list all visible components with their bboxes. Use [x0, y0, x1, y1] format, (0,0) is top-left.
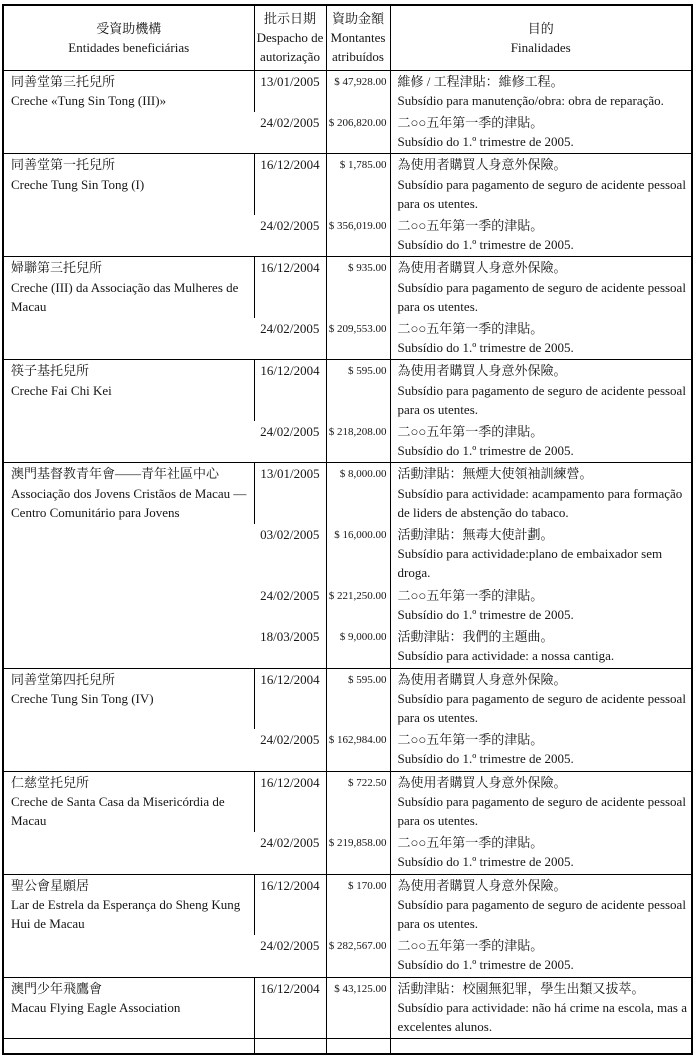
amount-value: $ 218,208.00 — [328, 426, 387, 439]
authorization-date: 24/02/2005 — [260, 587, 320, 603]
purpose-pt: Subsídio para pagamento de seguro de acidente pessoal para os utentes. — [397, 176, 686, 211]
amount-value: $ 595.00 — [348, 365, 387, 378]
purpose-zh: 活動津貼：無煙大使領袖訓練營。 — [397, 466, 593, 482]
amount-cell — [326, 318, 390, 360]
purpose-pt: Subsídio para actividade: a nossa cantiga. — [397, 648, 615, 664]
amount-value: $ 1,785.00 — [339, 159, 387, 172]
authorization-date: 24/02/2005 — [260, 835, 320, 851]
authorization-date-cell — [254, 935, 326, 977]
amount-cell — [326, 771, 390, 832]
amount-value: $ 356,019.00 — [328, 220, 387, 233]
purpose-cell — [390, 154, 692, 215]
amount-value: $ 221,250.00 — [328, 589, 387, 602]
purpose-pt: Subsídio para pagamento de seguro de acidente pessoal para os utentes. — [397, 690, 686, 725]
entity-name-pt: Lar de Estrela da Esperança do Sheng Kung Hui de Macau — [11, 896, 241, 931]
authorization-date-cell — [254, 463, 326, 524]
authorization-date-cell — [254, 729, 326, 771]
table-row — [3, 154, 692, 215]
entity-cell — [3, 463, 254, 668]
purpose-zh: 為使用者購買人身意外保險。 — [397, 157, 567, 173]
header-purpose-pt: Finalidades — [510, 39, 571, 55]
purpose-zh: 為使用者購買人身意外保險。 — [397, 363, 567, 379]
authorization-date: 24/02/2005 — [260, 321, 320, 337]
table-row — [3, 771, 692, 832]
amount-cell — [326, 626, 390, 668]
entity-cell — [3, 70, 254, 154]
entity-name-pt: Creche «Tung Sin Tong (III)» — [11, 92, 167, 108]
amount-value: $ 595.00 — [348, 673, 387, 686]
authorization-date: 13/01/2005 — [260, 73, 320, 89]
authorization-date: 18/03/2005 — [260, 629, 320, 645]
amount-cell — [326, 935, 390, 977]
purpose-pt: Subsídio do 1.º trimestre de 2005. — [397, 237, 574, 253]
amount-cell — [326, 832, 390, 874]
table-row — [3, 668, 692, 729]
purpose-zh: 二○○五年第一季的津貼。 — [397, 115, 544, 131]
header-date — [254, 5, 326, 70]
purpose-zh: 活動津貼：無毒大使計劃。 — [397, 527, 554, 543]
amount-value: $ 206,820.00 — [328, 117, 387, 130]
purpose-cell — [390, 771, 692, 832]
authorization-date-cell — [254, 626, 326, 668]
purpose-pt: Subsídio para manutenção/obra: obra de reparação. — [397, 92, 664, 108]
amount-value: $ 16,000.00 — [334, 529, 387, 542]
beneficiary-subsidy-table — [2, 4, 693, 1055]
authorization-date: 16/12/2004 — [260, 671, 320, 687]
amount-value: $ 47,928.00 — [334, 75, 387, 88]
authorization-date: 24/02/2005 — [260, 115, 320, 131]
purpose-cell — [390, 977, 692, 1039]
authorization-date: 24/02/2005 — [260, 218, 320, 234]
entity-name-pt: Creche (III) da Associação das Mulheres de Macau — [11, 279, 239, 314]
purpose-cell — [390, 70, 692, 112]
table-row-cutoff — [3, 1039, 692, 1055]
entity-name-zh: 澳門少年飛鷹會 — [11, 980, 103, 996]
purpose-cell — [390, 668, 692, 729]
purpose-zh: 活動津貼：我們的主題曲。 — [397, 629, 554, 645]
table-row — [3, 874, 692, 935]
amount-cell — [326, 585, 390, 626]
purpose-pt: Subsídio do 1.º trimestre de 2005. — [397, 751, 574, 767]
entity-cell — [3, 154, 254, 257]
purpose-zh: 二○○五年第一季的津貼。 — [397, 835, 544, 851]
entity-name-pt: Macau Flying Eagle Association — [11, 999, 181, 1015]
purpose-zh: 活動津貼：校園無犯罪，學生出類又拔萃。 — [397, 980, 645, 996]
amount-cell — [326, 215, 390, 257]
amount-cell — [326, 154, 390, 215]
purpose-pt: Subsídio para pagamento de seguro de acidente pessoal para os utentes. — [397, 896, 686, 931]
entity-name-zh: 筷子基托兒所 — [11, 363, 90, 379]
authorization-date-cell — [254, 215, 326, 257]
purpose-cell — [390, 463, 692, 524]
amount-value: $ 170.00 — [348, 879, 387, 892]
purpose-pt: Subsídio do 1.º trimestre de 2005. — [397, 443, 574, 459]
authorization-date-cell — [254, 154, 326, 215]
purpose-pt: Subsídio do 1.º trimestre de 2005. — [397, 854, 574, 870]
authorization-date: 24/02/2005 — [260, 424, 320, 440]
amount-cell — [326, 421, 390, 463]
blank-cell — [390, 1039, 692, 1055]
amount-cell — [326, 360, 390, 421]
entity-cell — [3, 874, 254, 977]
purpose-pt: Subsídio para actividade:plano de embaixador sem droga. — [397, 546, 663, 581]
entity-cell — [3, 257, 254, 360]
entity-name-pt: Creche Fai Chi Kei — [11, 382, 112, 398]
purpose-cell — [390, 832, 692, 874]
entity-cell — [3, 771, 254, 874]
authorization-date: 16/12/2004 — [260, 774, 320, 790]
amount-cell — [326, 463, 390, 524]
purpose-zh: 二○○五年第一季的津貼。 — [397, 587, 544, 603]
amount-value: $ 43,125.00 — [334, 982, 387, 995]
authorization-date-cell — [254, 874, 326, 935]
amount-cell — [326, 729, 390, 771]
entity-name-pt: Creche de Santa Casa da Misericórdia de Macau — [11, 793, 225, 828]
entity-name-zh: 聖公會星願居 — [11, 877, 90, 893]
entity-cell — [3, 977, 254, 1039]
purpose-cell — [390, 421, 692, 463]
entity-name-pt: Associação dos Jovens Cristãos de Macau — Centro Comunitário para Jovens — [11, 485, 247, 520]
entity-name-zh: 同善堂第一托兒所 — [11, 157, 116, 173]
authorization-date: 13/01/2005 — [260, 466, 320, 482]
purpose-cell — [390, 524, 692, 585]
entity-name-zh: 仁慈堂托兒所 — [11, 774, 90, 790]
purpose-cell — [390, 360, 692, 421]
purpose-pt: Subsídio do 1.º trimestre de 2005. — [397, 134, 574, 150]
purpose-pt: Subsídio para actividade: não há crime na escola, mas a excelentes alunos. — [397, 999, 688, 1034]
purpose-pt: Subsídio para pagamento de seguro de acidente pessoal para os utentes. — [397, 382, 686, 417]
purpose-zh: 維修 / 工程津貼：維修工程。 — [397, 73, 564, 89]
amount-value: $ 162,984.00 — [328, 734, 387, 747]
purpose-cell — [390, 257, 692, 318]
entity-cell — [3, 360, 254, 463]
table-row — [3, 70, 692, 112]
table-row — [3, 257, 692, 318]
authorization-date: 24/02/2005 — [260, 938, 320, 954]
purpose-pt: Subsídio do 1.º trimestre de 2005. — [397, 957, 574, 973]
amount-value: $ 209,553.00 — [328, 323, 387, 336]
authorization-date-cell — [254, 257, 326, 318]
authorization-date-cell — [254, 318, 326, 360]
purpose-pt: Subsídio para pagamento de seguro de acidente pessoal para os utentes. — [397, 793, 686, 828]
authorization-date-cell — [254, 70, 326, 112]
amount-cell — [326, 112, 390, 154]
authorization-date-cell — [254, 524, 326, 585]
purpose-cell — [390, 585, 692, 626]
purpose-zh: 二○○五年第一季的津貼。 — [397, 938, 544, 954]
entity-name-pt: Creche Tung Sin Tong (I) — [11, 176, 145, 192]
header-amount-pt: Montantes atribuídos — [330, 30, 386, 65]
purpose-zh: 二○○五年第一季的津貼。 — [397, 321, 544, 337]
entity-name-zh: 同善堂第四托兒所 — [11, 671, 116, 687]
authorization-date-cell — [254, 360, 326, 421]
purpose-cell — [390, 112, 692, 154]
authorization-date: 16/12/2004 — [260, 260, 320, 276]
purpose-cell — [390, 626, 692, 668]
purpose-zh: 二○○五年第一季的津貼。 — [397, 424, 544, 440]
purpose-zh: 為使用者購買人身意外保險。 — [397, 260, 567, 276]
amount-value: $ 282,567.00 — [328, 940, 387, 953]
purpose-zh: 為使用者購買人身意外保險。 — [397, 774, 567, 790]
header-entity — [3, 5, 254, 70]
amount-cell — [326, 668, 390, 729]
entity-name-zh: 婦聯第三托兒所 — [11, 260, 103, 276]
purpose-cell — [390, 215, 692, 257]
entity-name-pt: Creche Tung Sin Tong (IV) — [11, 690, 154, 706]
amount-cell — [326, 977, 390, 1039]
amount-cell — [326, 874, 390, 935]
purpose-cell — [390, 935, 692, 977]
header-date-zh: 批示日期 — [263, 11, 316, 26]
header-amount-zh: 資助金額 — [331, 11, 384, 26]
amount-value: $ 935.00 — [348, 262, 387, 275]
table-row — [3, 977, 692, 1039]
purpose-cell — [390, 318, 692, 360]
authorization-date: 16/12/2004 — [260, 877, 320, 893]
purpose-pt: Subsídio do 1.º trimestre de 2005. — [397, 340, 574, 356]
header-date-pt: Despacho de autorização — [256, 30, 324, 65]
authorization-date: 16/12/2004 — [260, 157, 320, 173]
table-header — [3, 5, 692, 70]
blank-cell — [326, 1039, 390, 1055]
blank-cell — [3, 1039, 254, 1055]
purpose-cell — [390, 874, 692, 935]
amount-cell — [326, 524, 390, 585]
authorization-date-cell — [254, 112, 326, 154]
entity-name-zh: 澳門基督教青年會——青年社區中心 — [11, 466, 220, 482]
amount-value: $ 722.50 — [348, 776, 387, 789]
header-amount — [326, 5, 390, 70]
table-body — [3, 70, 692, 1054]
entity-name-zh: 同善堂第三托兒所 — [11, 73, 116, 89]
authorization-date: 24/02/2005 — [260, 732, 320, 748]
authorization-date: 16/12/2004 — [260, 980, 320, 996]
table-row — [3, 463, 692, 524]
authorization-date-cell — [254, 421, 326, 463]
blank-cell — [254, 1039, 326, 1055]
purpose-zh: 為使用者購買人身意外保險。 — [397, 671, 567, 687]
table-row — [3, 360, 692, 421]
purpose-zh: 二○○五年第一季的津貼。 — [397, 732, 544, 748]
purpose-cell — [390, 729, 692, 771]
amount-value: $ 219,858.00 — [328, 837, 387, 850]
amount-value: $ 8,000.00 — [339, 468, 387, 481]
header-purpose-zh: 目的 — [527, 20, 554, 36]
header-purpose — [390, 5, 692, 70]
amount-cell — [326, 70, 390, 112]
header-entity-zh: 受資助機構 — [96, 20, 162, 36]
authorization-date-cell — [254, 771, 326, 832]
authorization-date: 16/12/2004 — [260, 363, 320, 379]
purpose-pt: Subsídio para actividade: acampamento para formação de liders de abstenção do tabaco. — [397, 485, 683, 520]
document-page — [0, 4, 693, 1034]
authorization-date-cell — [254, 832, 326, 874]
amount-cell — [326, 257, 390, 318]
amount-value: $ 9,000.00 — [339, 631, 387, 644]
header-entity-pt: Entidades beneficiárias — [68, 39, 190, 55]
purpose-zh: 為使用者購買人身意外保險。 — [397, 877, 567, 893]
purpose-zh: 二○○五年第一季的津貼。 — [397, 218, 544, 234]
authorization-date-cell — [254, 977, 326, 1039]
authorization-date-cell — [254, 668, 326, 729]
authorization-date: 03/02/2005 — [260, 527, 320, 543]
entity-cell — [3, 668, 254, 771]
purpose-pt: Subsídio para pagamento de seguro de acidente pessoal para os utentes. — [397, 279, 686, 314]
authorization-date-cell — [254, 585, 326, 626]
purpose-pt: Subsídio do 1.º trimestre de 2005. — [397, 606, 574, 622]
